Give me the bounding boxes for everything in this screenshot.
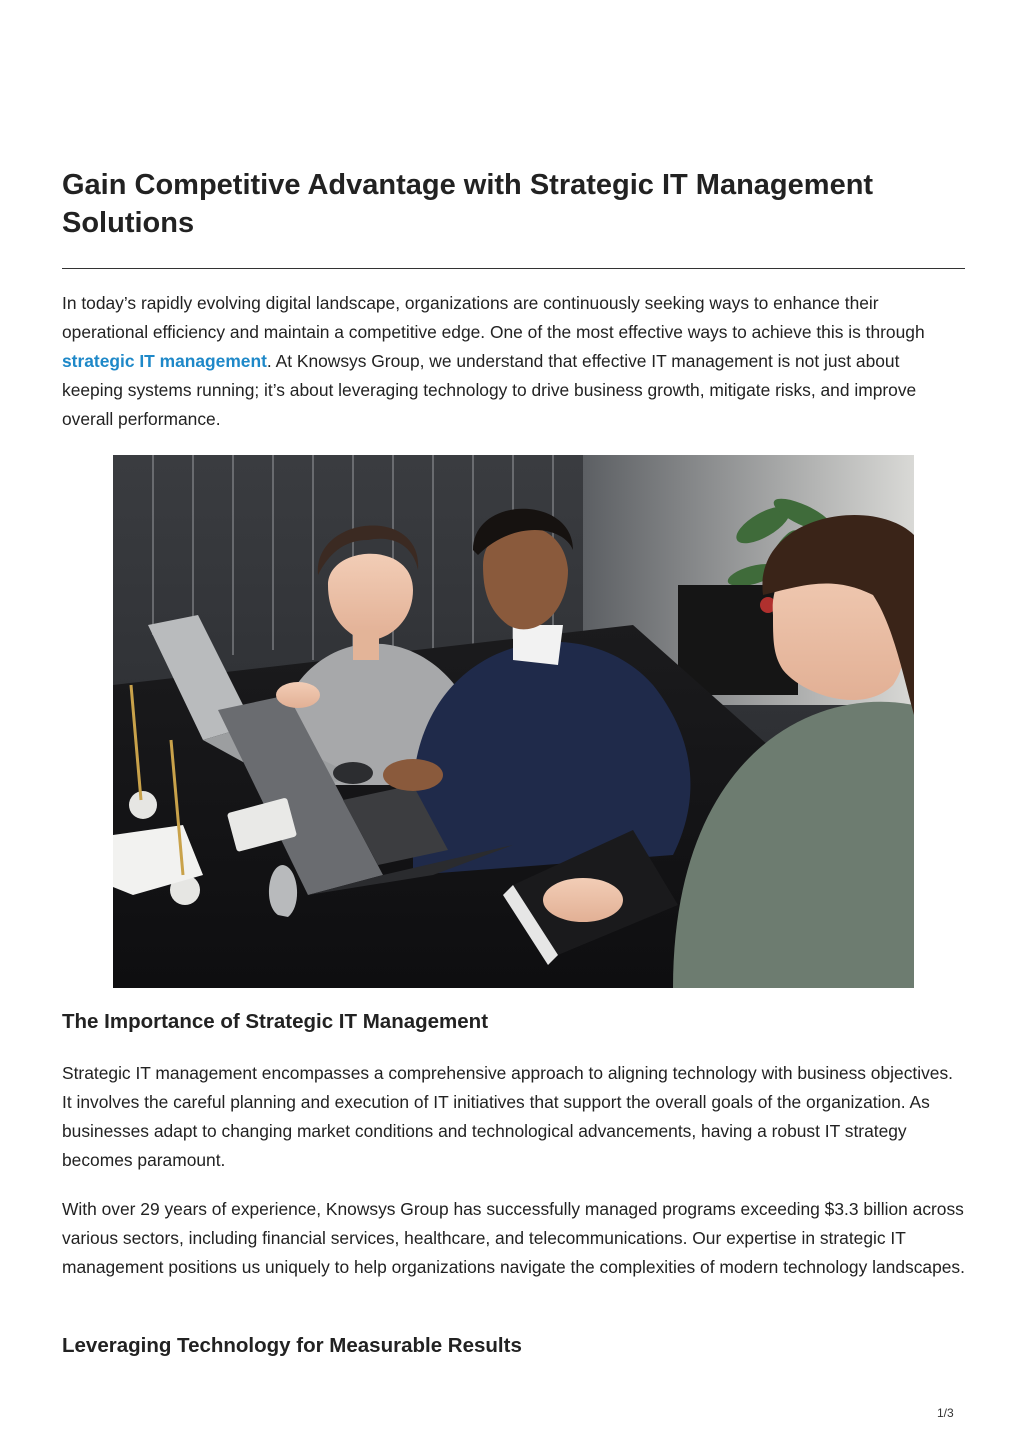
intro-paragraph — [62, 289, 965, 434]
intro-text-before-link: In today’s rapidly evolving digital landscape, organizations are continuously seeking ways to enhance their operational efficiency and maintain a competitive edge. One of the most effective ways to achieve this is through — [62, 293, 925, 342]
importance-paragraph-2: With over 29 years of experience, Knowsys Group has successfully managed programs exceeding $3.3 billion across various sectors, including financial services, healthcare, and telecommunications. Our expertise in strategic IT management positions us uniquely to help organizations navigate the complexities of modern technology landscapes. — [62, 1199, 965, 1277]
page-title: Gain Competitive Advantage with Strategic IT Management Solutions — [62, 169, 874, 239]
intro-text-after-link: . At Knowsys Group, we understand that effective IT management is not just about keeping systems running; it’s about leveraging technology to drive business growth, mitigate risks, and improve overall performance. — [62, 351, 917, 429]
section-heading-leveraging: Leveraging Technology for Measurable Results — [62, 1334, 522, 1357]
section-heading-importance: The Importance of Strategic IT Management — [62, 1010, 489, 1033]
strategic-it-management-link[interactable]: strategic IT management — [62, 351, 267, 371]
title-divider — [62, 268, 965, 269]
importance-paragraph-1: Strategic IT management encompasses a comprehensive approach to aligning technology with business objectives. It involves the careful planning and execution of IT initiatives that support the overall goals of the organization. As businesses adapt to changing market conditions and technological advancements, having a robust IT strategy becomes paramount. — [62, 1063, 953, 1170]
office-meeting-photo — [113, 455, 914, 988]
page-number: 1/3 — [937, 1406, 954, 1420]
